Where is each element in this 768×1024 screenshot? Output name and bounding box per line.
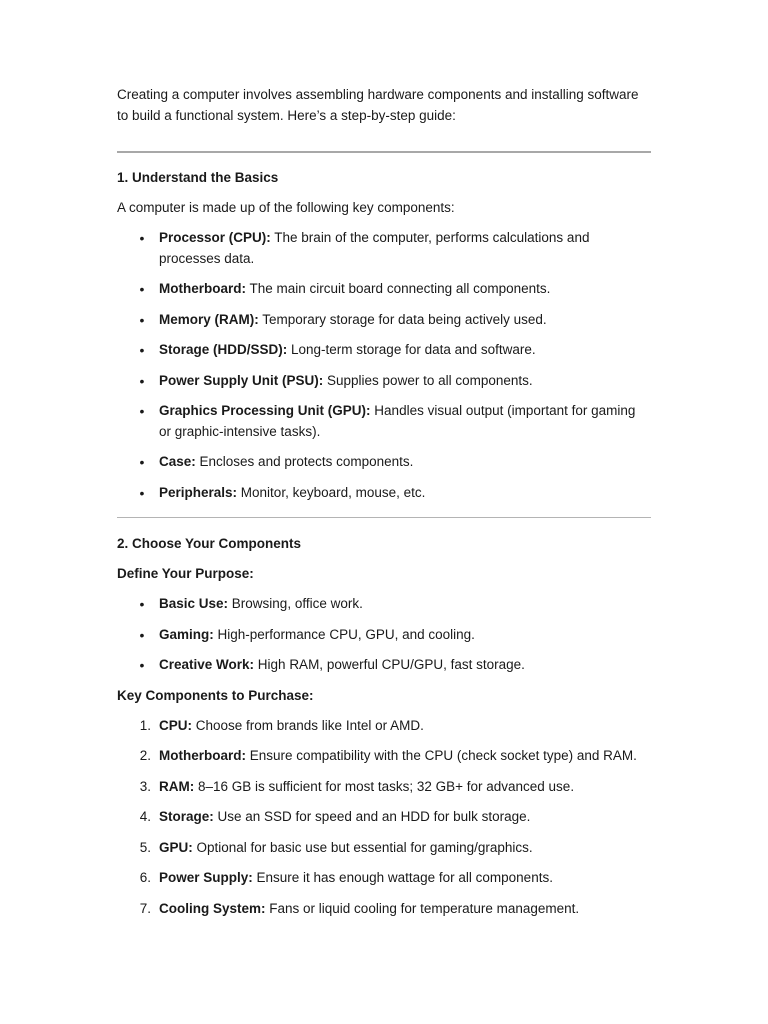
item-text: Ensure it has enough wattage for all components.: [252, 870, 553, 885]
item-label: Power Supply Unit (PSU):: [159, 372, 324, 388]
item-label: GPU:: [159, 839, 193, 855]
item-number: 2.: [139, 748, 151, 763]
bullet-marker: •: [139, 372, 145, 389]
item-label: Storage:: [159, 809, 214, 824]
item-text: Optional for basic use but essential for gaming/graphics.: [192, 839, 533, 855]
item-text: The main circuit board connecting all components.: [246, 281, 551, 296]
section-divider: [117, 151, 651, 153]
item-number: 6.: [139, 870, 151, 885]
list-item: [117, 746, 651, 767]
list-item: [117, 625, 651, 646]
list-item: [117, 310, 651, 331]
item-text: Encloses and protects components.: [195, 454, 414, 469]
section-heading-basics: 1. Understand the Basics: [117, 170, 279, 185]
bullet-marker: •: [139, 281, 145, 297]
item-text: Temporary storage for data being actively used.: [258, 311, 547, 327]
list-item: [117, 807, 651, 828]
item-text: The brain of the computer, performs calculations and processes data.: [159, 230, 590, 266]
list-item: [117, 716, 651, 737]
intro-paragraph: Creating a computer involves assembling hardware components and installing software to build a functional system. Here’s a step-by-step guide:: [117, 87, 639, 123]
list-item: [117, 483, 651, 504]
item-number: 5.: [139, 839, 151, 855]
item-label: Gaming:: [159, 626, 214, 642]
list-item: [117, 228, 651, 269]
item-label: Memory (RAM):: [159, 311, 259, 327]
bullet-marker: •: [139, 403, 145, 419]
item-text: Fans or liquid cooling for temperature management.: [265, 900, 580, 916]
components-bullet-list: [117, 228, 651, 503]
section-divider: [117, 517, 651, 518]
purpose-subheading: Define Your Purpose:: [117, 566, 254, 581]
purpose-bullet-list: [117, 594, 651, 676]
item-text: Browsing, office work.: [228, 596, 363, 611]
item-label: RAM:: [159, 778, 195, 794]
item-text: Choose from brands like Intel or AMD.: [192, 717, 424, 733]
list-item: [117, 899, 651, 920]
item-text: 8–16 GB is sufficient for most tasks; 32 GB+ for advanced use.: [194, 778, 575, 794]
item-label: Storage (HDD/SSD):: [159, 342, 288, 357]
item-number: 1.: [139, 717, 151, 733]
item-label: Graphics Processing Unit (GPU):: [159, 403, 371, 418]
purchase-subheading: Key Components to Purchase:: [117, 687, 314, 703]
item-label: Motherboard:: [159, 748, 246, 763]
item-text: Handles visual output (important for gaming or graphic-intensive tasks).: [159, 403, 636, 439]
item-label: Motherboard:: [159, 281, 246, 296]
item-text: Supplies power to all components.: [323, 372, 533, 388]
item-label: CPU:: [159, 717, 192, 733]
bullet-marker: •: [139, 626, 145, 643]
list-item: [117, 371, 651, 392]
item-label: Case:: [159, 454, 196, 469]
bullet-marker: •: [139, 454, 145, 470]
item-label: Cooling System:: [159, 900, 266, 916]
item-text: High-performance CPU, GPU, and cooling.: [213, 626, 475, 642]
list-item: [117, 279, 651, 300]
item-text: High RAM, powerful CPU/GPU, fast storage.: [254, 657, 525, 672]
list-item: [117, 868, 651, 889]
bullet-marker: •: [139, 311, 145, 328]
list-item: [117, 838, 651, 859]
list-item: [117, 452, 651, 473]
list-item: [117, 777, 651, 798]
list-item: [117, 655, 651, 676]
bullet-marker: •: [139, 342, 145, 358]
list-item: [117, 594, 651, 615]
bullet-marker: •: [139, 657, 145, 673]
purchase-numbered-list: [117, 716, 651, 920]
item-label: Processor (CPU):: [159, 230, 271, 245]
item-label: Basic Use:: [159, 596, 229, 611]
item-label: Power Supply:: [159, 870, 253, 885]
bullet-marker: •: [139, 230, 145, 246]
item-text: Ensure compatibility with the CPU (check socket type) and RAM.: [246, 748, 637, 763]
item-number: 3.: [139, 778, 151, 794]
item-text: Use an SSD for speed and an HDD for bulk storage.: [213, 809, 531, 824]
item-label: Creative Work:: [159, 657, 255, 672]
list-item: [117, 340, 651, 361]
item-text: Long-term storage for data and software.: [287, 342, 536, 357]
basics-lead-text: A computer is made up of the following key components:: [117, 200, 455, 215]
item-number: 7.: [139, 900, 151, 916]
bullet-marker: •: [139, 484, 145, 501]
bullet-marker: •: [139, 596, 145, 612]
item-number: 4.: [139, 809, 151, 824]
section-heading-choose: 2. Choose Your Components: [117, 536, 302, 551]
list-item: [117, 401, 651, 442]
item-label: Peripherals:: [159, 484, 238, 500]
document-body: [117, 85, 651, 919]
item-text: Monitor, keyboard, mouse, etc.: [237, 484, 426, 500]
